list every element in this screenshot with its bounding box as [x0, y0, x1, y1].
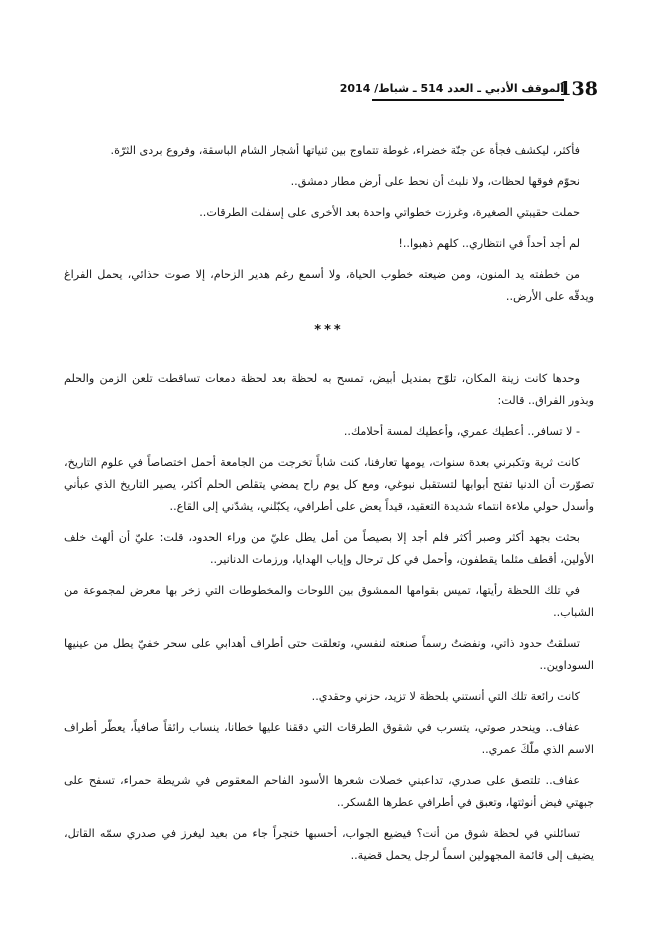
paragraph: حملت حقيبتي الصغيرة، وغرزت خطواتي واحدة بعد الأخرى على إسفلت الطرقات.. — [199, 206, 580, 219]
running-head: الموقف الأدبي ـ العدد 514 ـ شباط/ 2014 — [339, 82, 564, 95]
paragraph: عفاف.. وينحدر صوتي، يتسرب في شقوق الطرقات التي دققنا عليها خطانا، ينساب رائقاً صافياً، يعطّر أطراف الاسم الذي ملّكَ عمري.. — [64, 721, 594, 756]
paragraph: فأكثر، ليكشف فجأة عن جنّة خضراء، غوطة تتماوج بين ثنياتها أشجار الشام الباسقة، وفروع بردى الثرّة. — [110, 144, 580, 157]
paragraph: تسائلني في لحظة شوق من أنت؟ فيضيع الجواب، أحسبها خنجراً جاء من بعيد ليغرز في صدري سمّه القاتل، يضيف إلى قائمة المجهولين اسماً لرجل يحمل قضية.. — [64, 827, 594, 862]
paragraph: لم أجد أحداً في انتظاري.. كلهم ذهبوا..! — [398, 237, 580, 250]
body-text — [64, 140, 594, 876]
paragraph: وحدها كانت زينة المكان، تلوّح بمنديل أبيض، تمسح به لحظة بعد لحظة دمعات تساقطت تلعن الزمن والحلم وبذور الفراق.. قالت: — [64, 372, 594, 407]
page-header — [339, 74, 598, 104]
paragraph: تسلقتُ حدود ذاتي، ونفضتُ رسماً صنعته لنفسي، وتعلقت حتى أطراف أهدابي على سحر خفيّ يطل من عينيها السوداوين.. — [64, 637, 594, 672]
paragraph: في تلك اللحظة رأيتها، تميس بقوامها الممشوق بين اللوحات والمخطوطات التي زخر بها معرض لمجموعة من الشباب.. — [64, 584, 594, 619]
section-separator: *** — [314, 323, 344, 338]
paragraph: نحوّم فوقها لحظات، ولا نلبث أن نحط على أرض مطار دمشق.. — [290, 175, 580, 188]
paragraph: كانت ثرية وتكبرني بعدة سنوات، يومها تعارفنا، كنت شاباً تخرجت من الجامعة أحمل اختصاصاً في علوم التاريخ، تصوّرت أن الدنيا تفتح أبوابها لتستقبل نبوغي، ومع كل يوم راح يمضي يتقلص الحلم أكثر، يصير التاريخ الذي عبأني وأسدل حولي ملاءة انتماء شديدة التعقيد، قيداً يعض على أطرافي، يكبّلني، يشدّني إلى القاع.. — [64, 456, 594, 513]
paragraph: عفاف.. تلتصق على صدري، تداعبني خصلات شعرها الأسود الفاحم المعقوص في شريطة حمراء، تسفح على جبهتي فيض أنوثتها، وتعبق في أطرافي عطرها المُسكر.. — [64, 774, 594, 809]
paragraph: - لا تسافر.. أعطيك عمري، وأعطيك لمسة أحلامك.. — [343, 425, 580, 438]
page-number: 138 — [558, 78, 598, 100]
paragraph: من خطفته يد المنون، ومن ضيعته خطوب الحياة، ولا أسمع رغم هدير الزحام، إلا صوت حذائي، يحمل الفراغ ويدقّه على الأرض.. — [64, 268, 594, 303]
paragraph: كانت رائعة تلك التي أنستني بلحظة لا تزيد، حزني وحقدي.. — [311, 690, 580, 703]
header-rule — [372, 99, 564, 101]
paragraph: بحثت بجهد أكثر وصبر أكثر فلم أجد إلا بصيصاً من أمل يطل عليّ من وراء الحدود، قلت: عليّ أن ألهث خلف الأولين، أقطف مثلما يقطفون، وأحمل في كل ترحال وإياب الهدايا، ورزمات الدنانير.. — [64, 531, 594, 566]
